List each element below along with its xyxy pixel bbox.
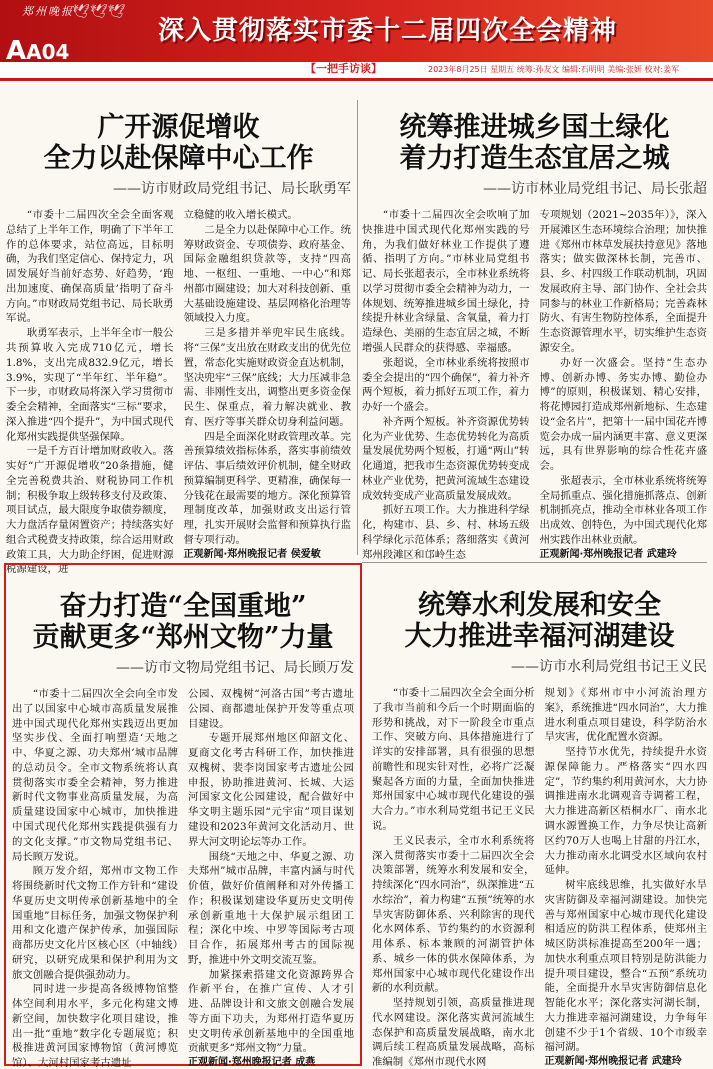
paragraph: 同时进一步提高各级博物馆整体空间利用水平，多元化构建文博新空间，加快数字化项目建设，推出一批“重地”数字化专题展览；积极推进黄河国家博物馆（黄河博览馆）、大河村国家考古遗址 [12, 983, 178, 1069]
body-column [540, 208, 708, 562]
page-header [0, 0, 713, 80]
paragraph: “市委十二届四次全会向全市发出了以国家中心城市高质量发展推进中国式现代化郑州实践迈出更加坚实步伐、全面打响塑造‘天地之中、华夏之源、功夫郑州’城市品牌的总动员令。全市文物系统将认真贯彻落实市委全会精神，努力推进新时代文物事业高质量发展，为高质量建设国家中心城市，加快推进中国式现代化郑州实践提供强有力的文化支撑。”市文物局党组书记、局长顾万发说。 [12, 688, 178, 863]
article-headline [372, 590, 707, 652]
headline-line-2: 大力推进幸福河湖建设 [404, 621, 675, 653]
article-byline: ——访市文物局党组书记、局长顾万发 [116, 660, 354, 677]
doves-icon: 🕊🕊🕊 [72, 4, 126, 20]
headline-line-1: 广开源促增收 [97, 112, 260, 143]
article-headline [12, 591, 354, 653]
body-column [12, 687, 178, 1069]
header-rule [0, 78, 713, 81]
page-prefix: A [6, 36, 27, 66]
paragraph: 抓好五项工作。大力推进科学绿化，构建市、县、乡、村、林场五级科学绿化示范体系；落细落实《黄河郑州段滩区和邙岭生态 [362, 504, 530, 561]
paragraph: 张超表示，全市林业系统将统筹全局抓重点、强化措施抓落点、创新机制抓亮点，推动全市林业各项工作出成效、创特色，为中国式现代化郑州实践作出林业贡献。 [539, 474, 707, 546]
paragraph: 立稳健的收入增长模式。 [183, 209, 298, 222]
paragraph: 加紧探索搭建文化资源跨界合作新平台，在推广宣传、人才引进、品牌设计和文旅文创融合发展等方面下功夫，为郑州打造华夏历史文明传承创新基地中的全国重地贡献更多“郑州文物”力量。 [188, 968, 354, 1055]
body-column [545, 686, 708, 1069]
paragraph: 坚持规划引领，高质量推进现代水网建设。深化落实黄河流域生态保护和高质量发展战略，南水北调后续工程高质量发展战略，高标准编制《郑州市现代水网 [372, 997, 535, 1069]
article-cultural-relics [4, 563, 362, 1069]
article-body [362, 208, 707, 562]
paragraph: 公园、双槐树“河洛古国”考古遗址公园、商都遗址保护开发等重点项目建设。 [188, 688, 354, 730]
body-column [372, 686, 535, 1069]
paragraph: 专题开展郑州地区仰韶文化、夏商文化考古科研工作，加快推进双槐树、裴李岗国家考古遗址公园申报，协助推进黄河、长城、大运河国家文化公园建设，配合做好中华文明主题乐园“元宇宙”项目谋划建设和2023年黄河文化活动月、世界大河文明论坛等办工作。 [188, 732, 354, 848]
article-byline: ——访市水利局党组书记王义民 [511, 659, 707, 676]
paragraph: 三是多措并举兜牢民生底线。将“三保”支出放在财政支出的优先位置，常态化实施财政资金直达机制，坚决兜牢“三保”底线；大力压减非急需、非刚性支出，调整出更多资金保民生、保重点，着力解决就业、教育、医疗等事关群众切身利益问题。 [183, 327, 351, 428]
paragraph: 王义民表示，全市水利系统将深入贯彻落实市委十二届四次全会决策部署，统筹水利发展和安全，持续深化“四水同治”，纵深推进“五水综治”，着力构建“五预”统筹的水旱灾害防御体系、兴利除害的现代化水网体系、节约集约的水资源利用体系、标本兼顾的河湖管护体系、城乡一体的供水保障体系，为郑州国家中心城市现代化建设作出新的水利贡献。 [372, 834, 535, 995]
headline-line-2: 着力打造生态宜居之城 [399, 143, 670, 175]
article-body [372, 686, 707, 1069]
article-body [12, 687, 354, 1069]
article-water-resources [372, 590, 707, 1069]
headline-line-1: 奋力打造“全国重地” [59, 591, 307, 622]
paragraph: 坚持节水优先，持续提升水资源保障能力。严格落实“四水四定”，节约集约利用黄河水，大力协调推进南水北调观音寺调蓄工程，大力推进高新区梧桐水厂、南水北调水源置换工作，力争尽快让高新区约70万人也喝上甘甜的丹江水，大力推动南水北调受水区域向农村延伸。 [544, 746, 707, 877]
body-column [6, 208, 174, 577]
page-meta: 2023年8月25日 星期五 统筹:孙友文 编辑:石明明 美编:张妍 校对:姜军 [428, 65, 680, 74]
paragraph: 围绕“天地之中、华夏之源、功夫郑州”城市品牌，丰富内涵与时代价值，做好价值阐释和对外传播工作；积极谋划建设华夏历史文明传承创新重地十大保护展示组团工程；深化中埃、中罗等国际考古项目合作，拓展郑州考古的国际视野，推进中外文明交流互鉴。 [188, 850, 354, 966]
paragraph: 专项规划（2021~2035年）》，深入开展滩区生态环境综合治理；加快推进《郑州市林草发展扶持意见》落地落实；做实做深林长制，完善市、县、乡、村四级工作联动机制，巩固发展政府主导、部门协作、全社会共同参与的林业工作新格局；完善森林防火、有害生物防控体系，全面提升生态资源管理水平，切实维护生态资源安全。 [539, 209, 707, 354]
body-column [184, 208, 352, 577]
paragraph: “市委十二届四次全会全面分析了我市当前和今后一个时期面临的形势和挑战，对下一阶段全市重点工作、突破方向、具体措施进行了详实的安排部署，具有很强的思想前瞻性和现实针对性，必将广泛凝聚起各方面的力量，全面加快推进郑州国家中心城市现代化建设的强大合力。”市水利局党组书记王义民说。 [372, 687, 535, 832]
paragraph: 补齐两个短板。补齐资源优势转化为产业优势、生态优势转化为高质量发展优势两个短板，打通“两山”转化通道，把我市生态资源优势转变成林业产业优势，把黄河流域生态建设成效转变成产业高质量发展成效。 [362, 415, 530, 502]
body-column [188, 687, 354, 1069]
page-number-label: A04 [26, 40, 70, 64]
article-byline: ——访市林业局党组书记、局长张超 [483, 181, 707, 198]
article-finance [6, 112, 351, 576]
paragraph: 二是全力以赴保障中心工作。统筹财政资金、专项债券、政府基金、国际金融组织贷款等，支持“四高地、一枢纽、一重地、一中心”和郑州都市圈建设；加大对科技创新、重大基础设施建设、基层网格化治理等领域投入力度。 [183, 223, 351, 325]
paragraph: 一是千方百计增加财政收入。落实好“广开源促增收”20条措施，健全完善税费共治、财税协同工作机制；积极争取上级转移支付及政策、项目试点，最大限度争取债券额度，大力盘活存量闲置资产；持续落实好组合式税费支持政策，综合运用财政政策工具，大力助企纾困，促进财源税源建设，进 [6, 445, 174, 576]
article-body [6, 208, 351, 577]
newspaper-logo: 郑州晚报 [22, 5, 74, 18]
page-number [6, 36, 69, 66]
paragraph: 办好一次盛会。坚持“生态办博、创新办博、务实办博、勤俭办博”的原则，积极谋划、精心安排，将花博园打造成郑州新地标、生态建设“金名片”，把第十一届中国花卉博览会办成一届内涵更丰富、意义更深远，具有世界影响的综合性花卉盛会。 [539, 356, 707, 473]
paragraph: 四是全面深化财政管理改革。完善预算绩效指标体系，落实事前绩效评估、事后绩效评价机制，健全财政预算编制更科学、更精准，确保每一分钱花在最需要的地方。深化预算管理制度改革，加强财政支出运行管理，扎实开展财会监督和预算执行监督专项行动。 [183, 430, 351, 546]
paragraph: 耿勇军表示，上半年全市一般公共预算收入完成710亿元，增长1.8%，支出完成832.9亿元，增长3.9%，实现了“半年红、半年稳”。下一步，市财政局将深入学习贯彻市委全会精神，全面落实“三标”要求，深入推进“四个提升”，为中国式现代化郑州实践提供坚强保障。 [6, 327, 174, 443]
reporter-signature: 正观新闻·郑州晚报记者 武建玲 [539, 548, 677, 560]
column-divider [357, 100, 358, 555]
article-forestry [362, 112, 707, 561]
header-banner [0, 0, 713, 66]
paragraph: 张超说，全市林业系统将按照市委全会提出的“四个确保”，着力补齐两个短板，着力抓好五项工作，着力办好一个盛会。 [362, 356, 530, 414]
paragraph: 树牢底线思维，扎实做好水旱灾害防御及幸福河湖建设。加快完善与郑州国家中心城市现代化建设相适应的防洪工程体系，使郑州主城区防洪标准提高至200年一遇；加快水利重点项目特别是防洪能力提升项目建设，整合“五预”系统功能，全面提升水旱灾害防御信息化智能化水平；深化落实河湖长制，大力推进幸福河湖建设，力争每年创建不少于1个省级、10个市级幸福河湖。 [544, 879, 707, 1054]
paragraph: “市委十二届四次全会全面客观总结了上半年工作，明确了下半年工作的总体要求，站位高远，目标明确，为我们坚定信心、保持定力，巩固发展好当前好态势、好趋势，‘跑出加速度、确保高质量’指明了奋斗方向。”市财政局党组书记、局长耿勇军说。 [6, 209, 174, 325]
paragraph: 规划》《郑州市中小河流治理方案》，系统推进“四水同治”，大力推进水利重点项目建设，科学防治水旱灾害，优化配置水资源。 [544, 687, 707, 744]
article-byline: ——访市财政局党组书记、局长耿勇军 [113, 181, 351, 198]
section-title: 深入贯彻落实市委十二届四次全会精神 [158, 16, 618, 46]
headline-line-2: 贡献更多“郑州文物”力量 [32, 622, 334, 654]
body-column [362, 208, 530, 562]
section-subtitle: 【一把手访谈】 [305, 62, 382, 75]
reporter-signature: 正观新闻·郑州晚报记者 成燕 [188, 1057, 316, 1069]
article-headline [362, 112, 707, 174]
reporter-signature: 正观新闻·郑州晚报记者 武建玲 [544, 1056, 682, 1068]
reporter-signature: 正观新闻·郑州晚报记者 侯爱敏 [183, 548, 321, 560]
headline-line-1: 统筹推进城乡国土绿化 [399, 112, 670, 143]
paragraph: 顾万发介绍，郑州市文物工作将围绕新时代文物工作方针和“建设华夏历史文明传承创新基地中的全国重地”目标任务，加强文物保护利用和文化遗产保护传承，加强国际商都历史文化片区核心区（中轴线）研究，以研究成果和保护利用为文旅文创融合提供强劲动力。 [12, 865, 178, 981]
headline-line-1: 统筹水利发展和安全 [418, 590, 661, 621]
paragraph: “市委十二届四次全会吹响了加快推进中国式现代化郑州实践的号角，为我们做好林业工作提供了遵循、指明了方向。”市林业局党组书记、局长张超表示，全市林业系统将以学习贯彻市委全会精神为动力，一体规划、统筹推进城乡国土绿化，持续提升林业含绿量、含氧量，着力打造绿色、美丽的生态宜居之城，不断增强人民群众的获得感、幸福感。 [362, 209, 530, 354]
article-headline [6, 112, 351, 174]
headline-line-2: 全力以赴保障中心工作 [43, 143, 314, 175]
